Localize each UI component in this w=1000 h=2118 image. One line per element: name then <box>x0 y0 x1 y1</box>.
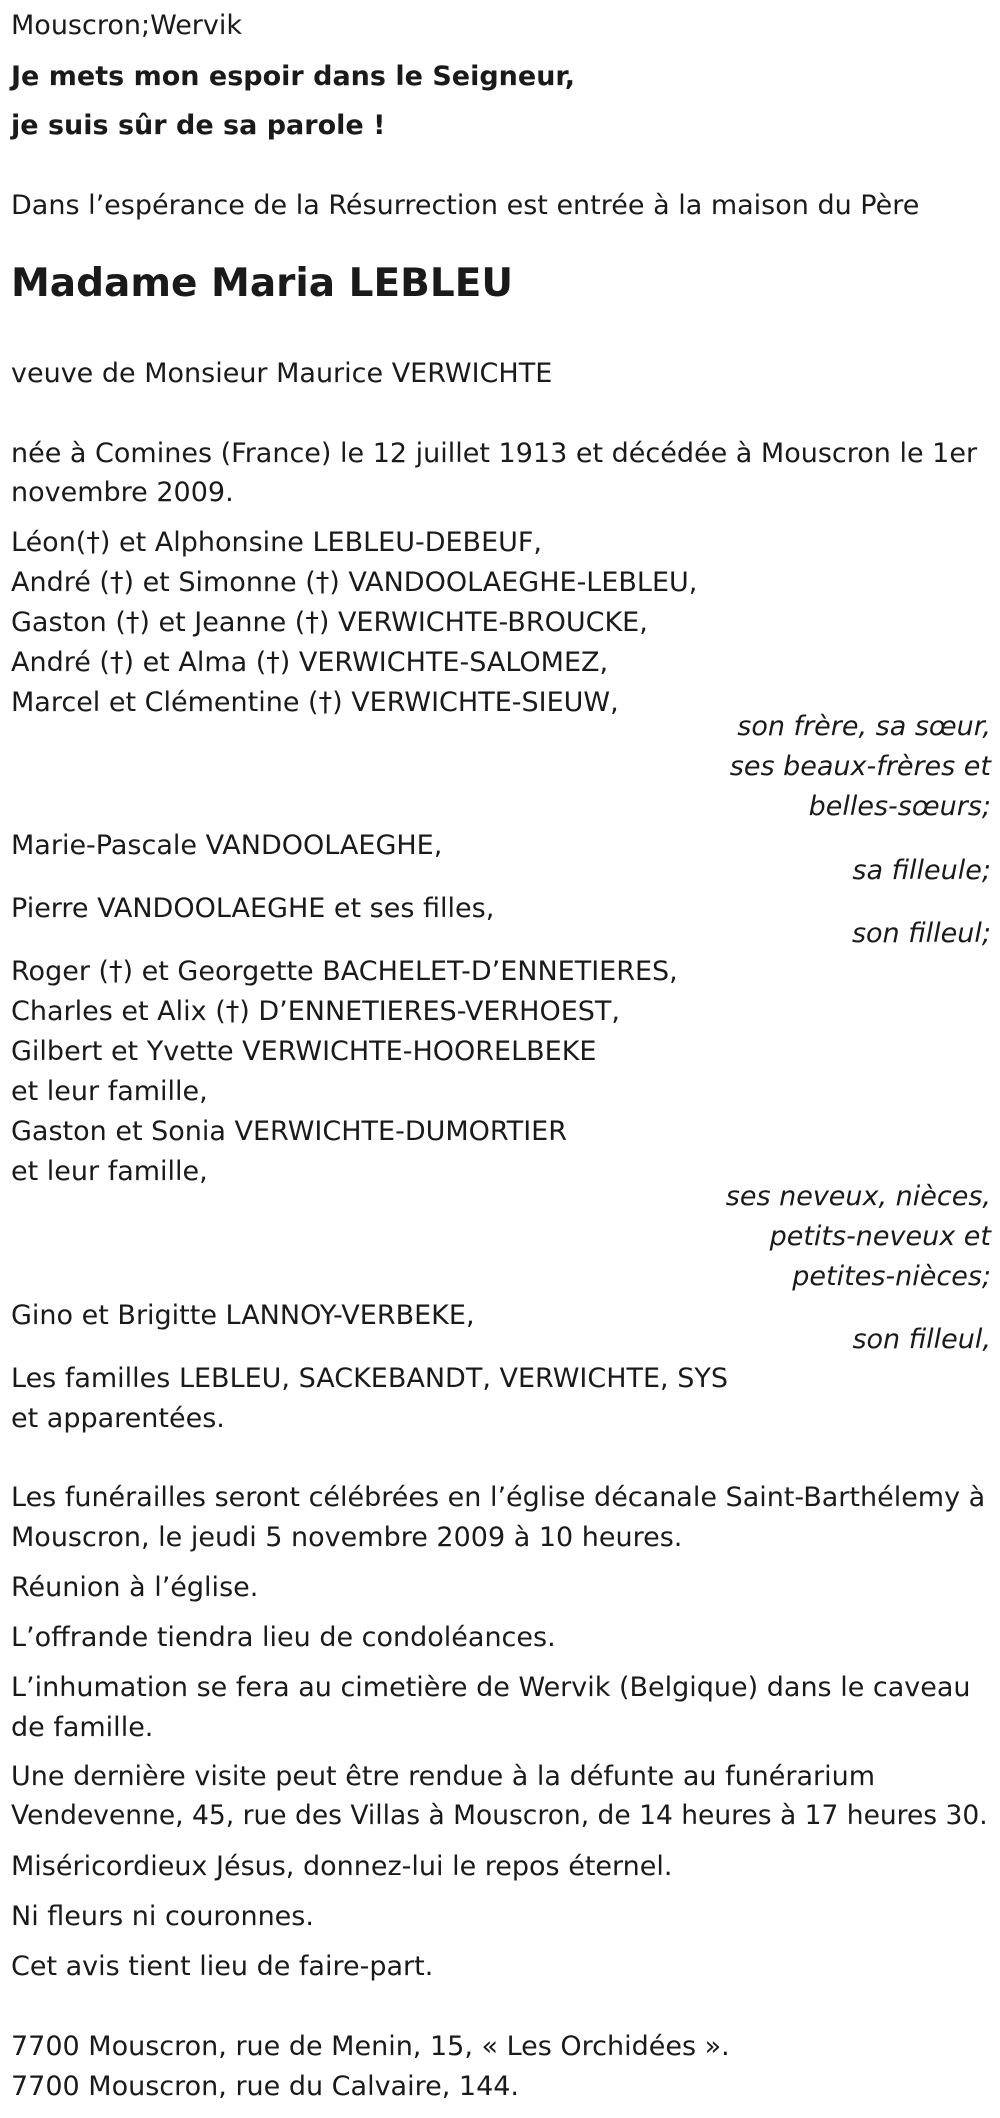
sibling-line: André (†) et Simonne (†) VANDOOLAEGHE-LEBLEU, <box>11 567 698 598</box>
siblings-role: ses beaux-frères et <box>729 751 991 782</box>
sibling-line: Marcel et Clémentine (†) VERWICHTE-SIEUW, <box>11 687 619 718</box>
sibling-line: Léon(†) et Alphonsine LEBLEU-DEBEUF, <box>11 527 543 558</box>
location: Mouscron;Wervik <box>11 10 243 41</box>
goddaughter-role: sa filleule; <box>852 855 991 886</box>
ceremony-line-1: Les funérailles seront célébrées en l’église décanale Saint-Barthélemy à <box>11 1482 986 1513</box>
siblings-role: belles-sœurs; <box>808 791 991 822</box>
siblings-role: son frère, sa sœur, <box>737 711 991 742</box>
burial-line-2: de famille. <box>11 1712 154 1743</box>
nephew-line: et leur famille, <box>11 1076 208 1107</box>
address-line: 7700 Mouscron, rue du Calvaire, 144. <box>11 2071 520 2102</box>
nephew-line: Gilbert et Yvette VERWICHTE-HOORELBEKE <box>11 1036 597 1067</box>
nephews-role: petits-neveux et <box>769 1221 991 1252</box>
nephew-line: Roger (†) et Georgette BACHELET-D’ENNETIERES, <box>11 956 678 987</box>
meeting-text: Réunion à l’église. <box>11 1572 259 1603</box>
visit-line-1: Une dernière visite peut être rendue à la défunte au funérarium <box>11 1761 876 1792</box>
families-line: et apparentées. <box>11 1403 225 1434</box>
burial-line-1: L’inhumation se fera au cimetière de Wervik (Belgique) dans le caveau <box>11 1672 971 1703</box>
verse-line-1: Je mets mon espoir dans le Seigneur, <box>11 61 576 92</box>
deceased-name: Madame Maria LEBLEU <box>11 261 514 306</box>
goddaughter-name: Marie-Pascale VANDOOLAEGHE, <box>11 830 443 861</box>
godson2-role: son filleul, <box>852 1324 991 1355</box>
nephew-line: Charles et Alix (†) D’ENNETIERES-VERHOEST, <box>11 996 620 1027</box>
families-line: Les familles LEBLEU, SACKEBANDT, VERWICHTE, SYS <box>11 1363 728 1394</box>
intro-text: Dans l’espérance de la Résurrection est entrée à la maison du Père <box>11 190 920 221</box>
birth-line-2: novembre 2009. <box>11 477 234 508</box>
address-line: 7700 Mouscron, rue de Menin, 15, « Les Orchidées ». <box>11 2031 730 2062</box>
birth-line-1: née à Comines (France) le 12 juillet 1913 et décédée à Mouscron le 1er <box>11 438 978 469</box>
godson-name: Pierre VANDOOLAEGHE et ses filles, <box>11 893 495 924</box>
flowers-text: Ni fleurs ni couronnes. <box>11 1901 314 1932</box>
nephew-line: et leur famille, <box>11 1156 208 1187</box>
godson2-name: Gino et Brigitte LANNOY-VERBEKE, <box>11 1300 475 1331</box>
notice-text: Cet avis tient lieu de faire-part. <box>11 1951 434 1982</box>
godson-role: son filleul; <box>851 918 991 949</box>
verse-line-2: je suis sûr de sa parole ! <box>11 110 386 141</box>
nephews-role: ses neveux, nièces, <box>725 1181 991 1212</box>
offering-text: L’offrande tiendra lieu de condoléances. <box>11 1622 556 1653</box>
ceremony-line-2: Mouscron, le jeudi 5 novembre 2009 à 10 heures. <box>11 1522 683 1553</box>
sibling-line: Gaston (†) et Jeanne (†) VERWICHTE-BROUCKE, <box>11 607 648 638</box>
widow-of: veuve de Monsieur Maurice VERWICHTE <box>11 358 553 389</box>
sibling-line: André (†) et Alma (†) VERWICHTE-SALOMEZ, <box>11 647 609 678</box>
visit-line-2: Vendevenne, 45, rue des Villas à Mouscron, de 14 heures à 17 heures 30. <box>11 1800 988 1831</box>
nephew-line: Gaston et Sonia VERWICHTE-DUMORTIER <box>11 1116 567 1147</box>
nephews-role: petites-nièces; <box>792 1261 991 1292</box>
prayer-text: Miséricordieux Jésus, donnez-lui le repos éternel. <box>11 1851 673 1882</box>
